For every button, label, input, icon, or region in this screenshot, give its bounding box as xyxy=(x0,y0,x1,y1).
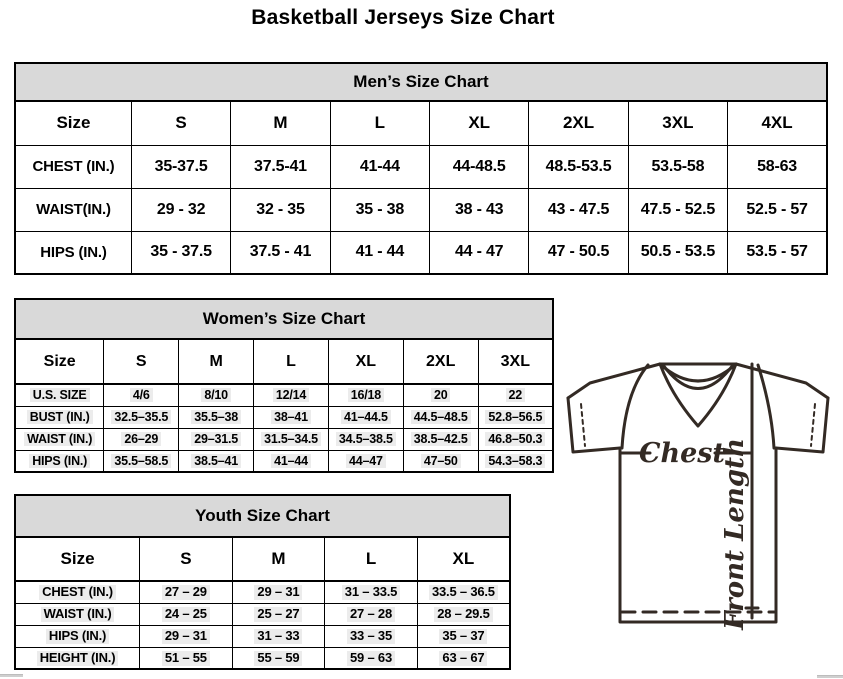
table-row xyxy=(15,625,510,647)
table-row xyxy=(15,647,510,669)
column-header: S xyxy=(104,339,179,384)
chest-measure-label: Chest xyxy=(639,438,725,469)
size-value-cell: 32 - 35 xyxy=(231,188,330,231)
size-value-cell: 33.5 – 36.5 xyxy=(417,581,510,603)
size-value-cell: 27 – 29 xyxy=(140,581,233,603)
size-value-cell: 26–29 xyxy=(104,428,179,450)
size-value-cell: 44.5–48.5 xyxy=(403,406,478,428)
row-label: HIPS (IN.) xyxy=(15,231,131,274)
table-row xyxy=(15,188,827,231)
size-value-cell: 27 – 28 xyxy=(325,603,418,625)
size-value-cell: 25 – 27 xyxy=(232,603,325,625)
size-value-cell: 46.8–50.3 xyxy=(478,428,553,450)
size-value-cell: 38–41 xyxy=(254,406,329,428)
horizontal-scrollbar-fragment-right[interactable] xyxy=(817,675,843,678)
size-value-cell: 22 xyxy=(478,384,553,406)
column-header: S xyxy=(131,101,230,145)
size-value-cell: 59 – 63 xyxy=(325,647,418,669)
size-value-cell: 47 - 50.5 xyxy=(529,231,628,274)
size-value-cell: 38.5–41 xyxy=(179,450,254,472)
column-header: XL xyxy=(417,537,510,581)
table-title: Men’s Size Chart xyxy=(15,63,827,101)
size-value-cell: 63 – 67 xyxy=(417,647,510,669)
size-value-cell: 38 - 43 xyxy=(430,188,529,231)
row-label: BUST (IN.) xyxy=(15,406,104,428)
row-label: CHEST (IN.) xyxy=(15,145,131,188)
size-value-cell: 52.5 - 57 xyxy=(728,188,827,231)
row-label: HEIGHT (IN.) xyxy=(15,647,140,669)
column-header: 3XL xyxy=(628,101,727,145)
size-value-cell: 44–47 xyxy=(328,450,403,472)
column-header-row xyxy=(15,101,827,145)
size-value-cell: 38.5–42.5 xyxy=(403,428,478,450)
size-value-cell: 35-37.5 xyxy=(131,145,230,188)
column-header: 4XL xyxy=(728,101,827,145)
womens-size-chart-table xyxy=(14,298,554,473)
size-value-cell: 20 xyxy=(403,384,478,406)
row-label: WAIST (IN.) xyxy=(15,603,140,625)
size-value-cell: 29 – 31 xyxy=(140,625,233,647)
size-value-cell: 44-48.5 xyxy=(430,145,529,188)
table-row xyxy=(15,384,553,406)
table-row xyxy=(15,603,510,625)
size-value-cell: 41 - 44 xyxy=(330,231,429,274)
table-row xyxy=(15,450,553,472)
table-row xyxy=(15,231,827,274)
size-value-cell: 31 – 33 xyxy=(232,625,325,647)
size-value-cell: 48.5-53.5 xyxy=(529,145,628,188)
size-value-cell: 53.5-58 xyxy=(628,145,727,188)
size-value-cell: 35.5–58.5 xyxy=(104,450,179,472)
size-value-cell: 34.5–38.5 xyxy=(328,428,403,450)
size-value-cell: 58-63 xyxy=(728,145,827,188)
size-value-cell: 8/10 xyxy=(179,384,254,406)
size-value-cell: 24 – 25 xyxy=(140,603,233,625)
table-title: Women’s Size Chart xyxy=(15,299,553,339)
column-header: Size xyxy=(15,537,140,581)
row-label: WAIST(IN.) xyxy=(15,188,131,231)
table-row xyxy=(15,428,553,450)
size-value-cell: 44 - 47 xyxy=(430,231,529,274)
size-value-cell: 35 – 37 xyxy=(417,625,510,647)
size-value-cell: 47.5 - 52.5 xyxy=(628,188,727,231)
column-header: M xyxy=(179,339,254,384)
size-value-cell: 16/18 xyxy=(328,384,403,406)
size-value-cell: 33 – 35 xyxy=(325,625,418,647)
column-header: L xyxy=(325,537,418,581)
mens-size-chart-table xyxy=(14,62,828,275)
size-value-cell: 47–50 xyxy=(403,450,478,472)
size-value-cell: 37.5 - 41 xyxy=(231,231,330,274)
table-row xyxy=(15,406,553,428)
table-row xyxy=(15,145,827,188)
column-header: M xyxy=(232,537,325,581)
size-value-cell: 31 – 33.5 xyxy=(325,581,418,603)
size-value-cell: 29 - 32 xyxy=(131,188,230,231)
size-value-cell: 28 – 29.5 xyxy=(417,603,510,625)
size-value-cell: 53.5 - 57 xyxy=(728,231,827,274)
size-value-cell: 54.3–58.3 xyxy=(478,450,553,472)
size-value-cell: 32.5–35.5 xyxy=(104,406,179,428)
column-header: L xyxy=(330,101,429,145)
column-header: XL xyxy=(328,339,403,384)
size-value-cell: 50.5 - 53.5 xyxy=(628,231,727,274)
row-label: U.S. SIZE xyxy=(15,384,104,406)
size-value-cell: 35.5–38 xyxy=(179,406,254,428)
row-label: HIPS (IN.) xyxy=(15,625,140,647)
size-value-cell: 41–44.5 xyxy=(328,406,403,428)
row-label: WAIST (IN.) xyxy=(15,428,104,450)
size-value-cell: 51 – 55 xyxy=(140,647,233,669)
column-header: 2XL xyxy=(529,101,628,145)
row-label: HIPS (IN.) xyxy=(15,450,104,472)
row-label: CHEST (IN.) xyxy=(15,581,140,603)
column-header-row xyxy=(15,537,510,581)
column-header: XL xyxy=(430,101,529,145)
size-value-cell: 41-44 xyxy=(330,145,429,188)
youth-size-chart-table xyxy=(14,494,511,670)
size-value-cell: 4/6 xyxy=(104,384,179,406)
column-header: Size xyxy=(15,339,104,384)
column-header: S xyxy=(140,537,233,581)
table-row xyxy=(15,581,510,603)
size-value-cell: 31.5–34.5 xyxy=(254,428,329,450)
size-value-cell: 41–44 xyxy=(254,450,329,472)
column-header: Size xyxy=(15,101,131,145)
column-header-row xyxy=(15,339,553,384)
size-value-cell: 37.5-41 xyxy=(231,145,330,188)
column-header: 3XL xyxy=(478,339,553,384)
column-header: M xyxy=(231,101,330,145)
jersey-outline-icon xyxy=(556,356,843,632)
size-value-cell: 29 – 31 xyxy=(232,581,325,603)
size-value-cell: 35 - 38 xyxy=(330,188,429,231)
size-value-cell: 52.8–56.5 xyxy=(478,406,553,428)
size-value-cell: 43 - 47.5 xyxy=(529,188,628,231)
size-value-cell: 35 - 37.5 xyxy=(131,231,230,274)
size-value-cell: 55 – 59 xyxy=(232,647,325,669)
jersey-measurement-diagram xyxy=(556,356,843,632)
page-title: Basketball Jerseys Size Chart xyxy=(251,6,555,29)
front-length-measure-label: Front Length xyxy=(720,438,750,630)
horizontal-scrollbar-fragment-left[interactable] xyxy=(0,674,23,677)
size-value-cell: 29–31.5 xyxy=(179,428,254,450)
column-header: 2XL xyxy=(403,339,478,384)
table-title: Youth Size Chart xyxy=(15,495,510,537)
column-header: L xyxy=(254,339,329,384)
size-value-cell: 12/14 xyxy=(254,384,329,406)
